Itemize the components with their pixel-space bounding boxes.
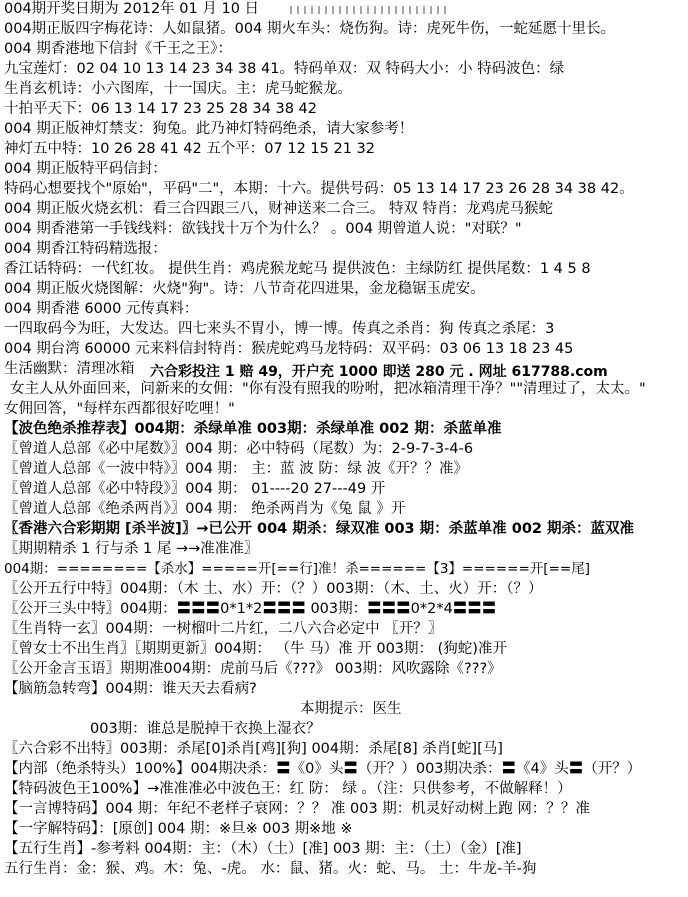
line-lamp-five: 神灯五中特：10 26 28 41 42 五个平：07 12 15 21 32 [4,141,375,157]
line-elements-ref: 【五行生肖】-参考料 004期：主：（木）（土）[准] 003 期：主：（土）（金）[准] [4,841,522,857]
line-golden-words: 〖公开金言玉语〗期期准004期：虎前马后《???》 003期：风吹露除《???》 [4,661,502,677]
line-kill-two: 〖曾道人总部《绝杀两肖》〗004 期： 绝杀两肖为《兔 鼠 》开 [4,501,406,517]
line-humor-title: 生活幽默：清理冰箱 [4,361,135,377]
line-humor-2: 女佣回答，"每样东西都很好吃哩！" [4,401,235,417]
line-special-section: 〖曾道人总部《必中特段》〗004 期： 01----20 27---49 开 [4,481,386,497]
line-color-king: 【特码波色王100%】→准准准必中波色王：红 防： 绿 。（注：只供参考，不做解释！） [4,781,572,797]
line-nine-lotus: 九宝莲灯：02 04 10 13 14 23 34 38 41。特码单双：双 特码大小：小 特码波色：绿 [4,61,565,77]
line-one-char: 【一字解特码】：[原创] 004 期：※旦※ 003 期※地 ※ [4,821,353,837]
line-color-kill: 【波色绝杀推荐表】004期：杀绿单准 003期：杀绿单准 002 期：杀蓝单准 [4,421,502,437]
line-one-wave: 〖曾道人总部《一波中特》〗004 期： 主：蓝 波 防：绿 波《开？？准》 [4,461,468,477]
line-humor-1: 女主人从外面回来，问新来的女佣："你有没有照我的吩咐，把冰箱清理干净？""清理过了，太太。" [10,381,646,397]
line-kill-water: 004期：========【杀水】=====开[==行]准！杀======【3】======开[==尾] [4,561,590,577]
line-lamp-forbid: 004 期正版神灯禁支：狗兔。此乃神灯特码绝杀，请大家参考！ [4,121,414,137]
line-not-out: 〖六合彩不出特〗003期：杀尾[0]杀肖[鸡][狗] 004期：杀尾[8] 杀肖[蛇][马] [4,741,503,757]
line-fax-content: 一四取码今为旺，大发达。四七来头不胃小，博一博。传真之杀肖：狗 传真之杀尾：3 [4,321,555,337]
line-five-elements: 〖公开五行中特〗004期：（木 土、水）开：（？）003期：（木、土、火）开：（？） [4,581,543,597]
line-heart-find: 特码心想要找个"原始"，平码"二"，本期：十六。提供号码：05 13 14 17 23 26 28 34 38 42。 [4,181,634,197]
line-lady-zodiac: 〖曾女士不出生肖〗〖期期更新〗004期： （牛 马）准 开 003期： (狗蛇)准开 [4,641,507,657]
line-fax-title: 004 期香港 6000 元传真料： [4,301,199,317]
advert-banner: 六合彩投注 1 赔 49，开户充 1000 即送 280 元 . 网址 617788.com [150,364,608,380]
line-one-row: 〖期期精杀 1 行与杀 1 尾 →→准准准〗 [4,541,259,557]
line-ten-shots: 十拍平天下：06 13 14 17 23 25 28 34 38 42 [4,101,317,117]
line-elements-list: 五行生肖：金：猴、鸡。木：兔、-虎。 水：鼠、猪。火：蛇、马。 土：牛龙-羊-狗 [4,861,537,877]
line-one-word: 【一言博特码】004 期：年纪不老样子衰网：？？ 准 003 期：机灵好动树上跑 网：？？准 [4,801,590,817]
line-taiwan: 004 期台湾 60000 元来料信封特肖：猴虎蛇鸡马龙特码：双平码：03 06 13 18 23 45 [4,341,574,357]
line-three-heads: 〖公开三头中特〗004期：〓〓〓0*1*2〓〓〓 003期：〓〓〓0*2*4〓〓〓 [4,601,497,617]
line-riddle: 【脑筋急转弯】004期：谁天天去看病? [4,681,257,697]
line-xiangjiang-special: 香江话特码：一代红妆。 提供生肖：鸡虎猴龙蛇马 提供波色：主绿防红 提供尾数：1 4 5 8 [4,261,591,277]
line-fire-diagram: 004 期正版火烧图解：火烧"狗"。诗：八节奇花四进果，金龙稳锯玉虎安。 [4,281,485,297]
scan-noise [290,6,450,14]
line-money-line: 004 期香港第一手钱线料：欲钱找十万个为什么？ 。004 期曾道人说："对联？" [4,221,522,237]
line-riddle-hint: 本期提示：医生 [300,701,402,717]
line-xiangjiang-title: 004 期香江特码精选报： [4,241,167,257]
line-half-wave: 〖香港六合彩期期 [杀半波]〗→已公开 004 期杀：绿双准 003 期：杀蓝单准 002 期杀：蓝双准 [4,521,635,537]
line-plum-poem: 004期正版四字梅花诗：人如鼠猪。004 期火车头：烧伤狗。诗：虎死牛伤，一蛇延愿十里长。 [4,21,615,37]
line-zodiac-poem: 生肖玄机诗：小六图库，十一国庆。主：虎马蛇猴龙。 [4,81,352,97]
line-fire-mystery: 004 期正版火烧玄机：看三合四跟三八，财神送来二合三。 特双 特肖：龙鸡虎马猴蛇 [4,201,554,217]
line-envelope-title: 004 期香港地下信封《千王之王》： [4,41,233,57]
line-head-kill: 【内部（绝杀特头）100%】004期决杀：〓《0》头〓（开？）003期决杀：〓《4》头〓（开？） [4,761,642,777]
line-tail-number: 〖曾道人总部《必中尾数》〗004 期：必中特码（尾数）为：2-9-7-3-4-6 [4,441,474,457]
line-zodiac-one: 〖生肖特一玄〗004期：一树榴叶二片红，二八六合必定中 〖开？〗 [4,621,443,637]
line-flat-envelope: 004 期正版特平码信封： [4,161,167,177]
line-draw-date: 004期开奖日期为 2012年 01 月 10 日 [4,1,260,17]
line-riddle-003: 003期：谁总是脱掉干衣换上湿衣？ [90,721,321,737]
